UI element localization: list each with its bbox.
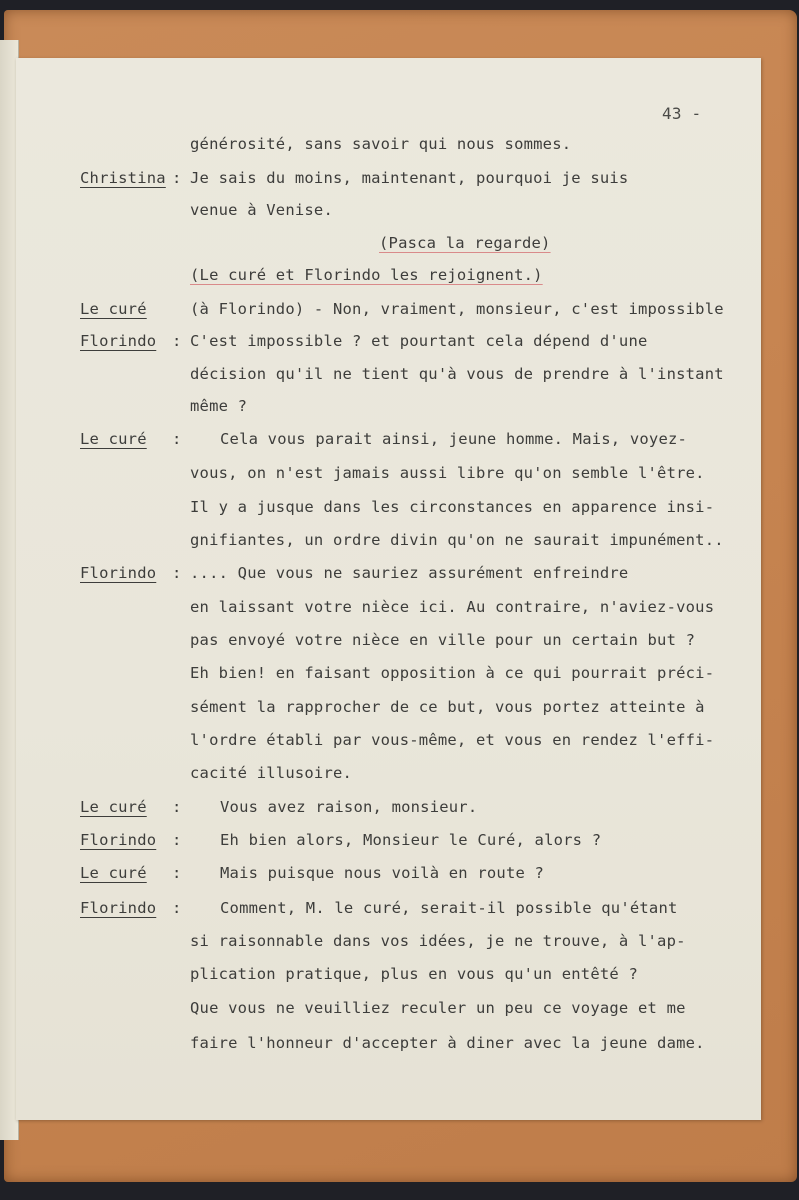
dialogue-line: plication pratique, plus en vous qu'un entêté ? <box>190 965 638 983</box>
speaker-name: Le curé <box>80 798 147 816</box>
speaker-colon: : <box>172 831 182 849</box>
speaker-name: Florindo <box>80 564 157 582</box>
dialogue-line: Il y a jusque dans les circonstances en apparence insi- <box>190 498 715 516</box>
speaker-name: Florindo <box>80 332 157 350</box>
dialogue-line: faire l'honneur d'accepter à diner avec la jeune dame. <box>190 1034 705 1052</box>
speaker-colon: : <box>172 798 182 816</box>
dialogue-line: sément la rapprocher de ce but, vous portez atteinte à <box>190 698 705 716</box>
speaker-colon: : <box>172 899 182 917</box>
dialogue-line: Que vous ne veuilliez reculer un peu ce voyage et me <box>190 999 686 1017</box>
dialogue-line: C'est impossible ? et pourtant cela dépend d'une <box>190 332 648 350</box>
dialogue-line: Vous avez raison, monsieur. <box>220 798 478 816</box>
dialogue-line: Je sais du moins, maintenant, pourquoi je suis <box>190 169 629 187</box>
dialogue-line: cacité illusoire. <box>190 764 353 782</box>
page-number: 43 - <box>662 104 702 123</box>
speaker-colon: : <box>172 169 182 187</box>
dialogue-line: Cela vous parait ainsi, jeune homme. Mais, voyez- <box>220 430 688 448</box>
dialogue-line: pas envoyé votre nièce en ville pour un certain but ? <box>190 631 696 649</box>
dialogue-line: décision qu'il ne tient qu'à vous de prendre à l'instant <box>190 365 724 383</box>
dialogue-line: Eh bien! en faisant opposition à ce qui pourrait préci- <box>190 664 715 682</box>
dialogue-line: venue à Venise. <box>190 201 333 219</box>
typewritten-page <box>16 58 761 1120</box>
dialogue-line: en laissant votre nièce ici. Au contraire, n'aviez-vous <box>190 598 715 616</box>
stage-direction: (Pasca la regarde) <box>379 234 551 252</box>
stage-direction: (Le curé et Florindo les rejoignent.) <box>190 266 543 284</box>
speaker-name: Florindo <box>80 899 157 917</box>
speaker-name: Florindo <box>80 831 157 849</box>
speaker-colon: : <box>172 564 182 582</box>
speaker-name: Le curé <box>80 864 147 882</box>
dialogue-line: Mais puisque nous voilà en route ? <box>220 864 545 882</box>
dialogue-line: si raisonnable dans vos idées, je ne trouve, à l'ap- <box>190 932 686 950</box>
dialogue-line: l'ordre établi par vous-même, et vous en rendez l'effi- <box>190 731 715 749</box>
dialogue-line: .... Que vous ne sauriez assurément enfreindre <box>190 564 629 582</box>
speaker-colon: : <box>172 332 182 350</box>
speaker-colon: : <box>172 430 182 448</box>
speaker-name: Le curé <box>80 300 147 318</box>
dialogue-line: générosité, sans savoir qui nous sommes. <box>190 135 572 153</box>
speaker-name: Christina <box>80 169 166 187</box>
dialogue-line: (à Florindo) - Non, vraiment, monsieur, c'est impossible <box>190 300 724 318</box>
speaker-name: Le curé <box>80 430 147 448</box>
speaker-colon: : <box>172 864 182 882</box>
dialogue-line: gnifiantes, un ordre divin qu'on ne saurait impunément.. <box>190 531 724 549</box>
dialogue-line: Comment, M. le curé, serait-il possible qu'étant <box>220 899 678 917</box>
dialogue-line: même ? <box>190 397 248 415</box>
dialogue-line: vous, on n'est jamais aussi libre qu'on semble l'être. <box>190 464 705 482</box>
dialogue-line: Eh bien alors, Monsieur le Curé, alors ? <box>220 831 602 849</box>
